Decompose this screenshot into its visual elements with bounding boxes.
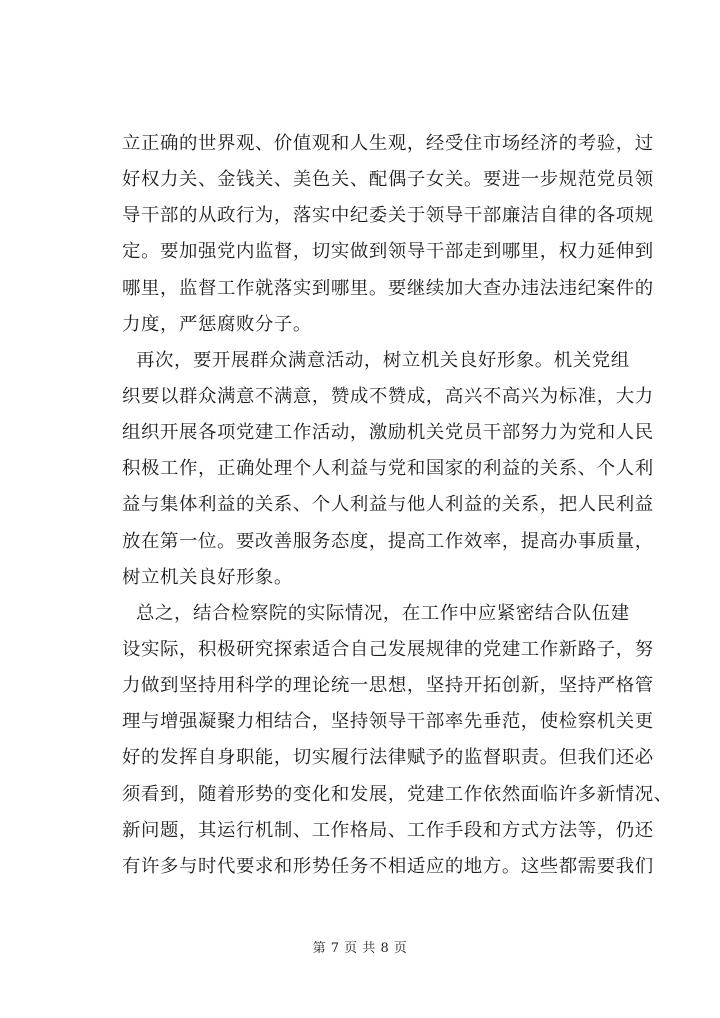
text-line: 哪里，监督工作就落实到哪里。要继续加大查办违法违纪案件的 — [122, 277, 654, 299]
text-line: 树立机关良好形象。 — [122, 566, 293, 588]
text-line: 有许多与时代要求和形势任务不相适应的地方。这些都需要我们 — [122, 855, 654, 877]
text-line: 好权力关、金钱关、美色关、配偶子女关。要进一步规范党员领 — [122, 169, 654, 191]
text-line: 定。要加强党内监督，切实做到领导干部走到哪里，权力延伸到 — [122, 241, 654, 263]
text-line: 好的发挥自身职能，切实履行法律赋予的监督职责。但我们还必 — [122, 747, 654, 769]
page-number-footer: 第 7 页 共 8 页 — [312, 941, 408, 956]
text-line: 益与集体利益的关系、个人利益与他人利益的关系，把人民利益 — [122, 494, 654, 516]
text-line: 导干部的从政行为，落实中纪委关于领导干部廉洁自律的各项规 — [122, 205, 654, 227]
text-line: 织要以群众满意不满意，赞成不赞成，高兴不高兴为标准，大力 — [122, 385, 654, 407]
body-text — [122, 126, 673, 885]
text-line: 力做到坚持用科学的理论统一思想，坚持开拓创新，坚持严格管 — [122, 675, 654, 697]
text-line: 组织开展各项党建工作活动，激励机关党员干部努力为党和人民 — [122, 422, 654, 444]
text-line: 理与增强凝聚力相结合，坚持领导干部率先垂范，使检察机关更 — [122, 711, 654, 733]
text-line: 放在第一位。要改善服务态度，提高工作效率，提高办事质量， — [122, 530, 654, 552]
text-line: 新问题，其运行机制、工作格局、工作手段和方式方法等，仍还 — [122, 819, 654, 841]
text-line: 须看到，随着形势的变化和发展，党建工作依然面临许多新情况、 — [122, 783, 673, 805]
text-line: 力度，严惩腐败分子。 — [122, 313, 312, 335]
text-line: 积极工作，正确处理个人利益与党和国家的利益的关系、个人利 — [122, 458, 654, 480]
text-line: 立正确的世界观、价值观和人生观，经受住市场经济的考验，过 — [122, 133, 654, 154]
paragraph-first-line: 总之，结合检察院的实际情况，在工作中应紧密结合队伍建 — [136, 602, 630, 624]
paragraph-first-line: 再次，要开展群众满意活动，树立机关良好形象。机关党组 — [136, 349, 630, 371]
text-line: 设实际，积极研究探索适合自己发展规律的党建工作新路子，努 — [122, 638, 654, 660]
